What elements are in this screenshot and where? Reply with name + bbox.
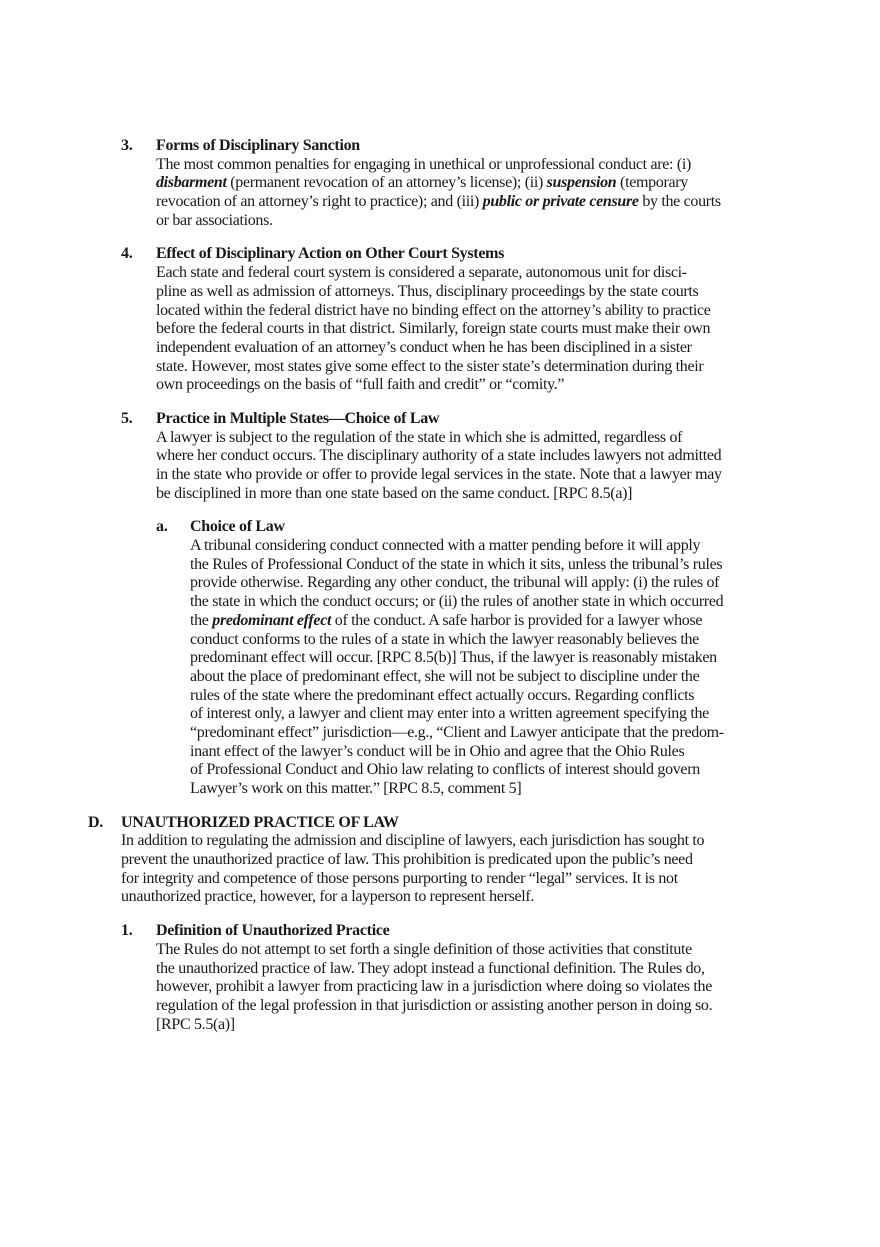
section-body: [156, 941, 880, 1034]
text-line: state. However, most states give some effect to the sister state’s determination during their: [156, 357, 704, 375]
text-line: [190, 612, 880, 631]
emphasized-term: predominant effect: [212, 611, 332, 629]
text-line: the state in which the conduct occurs; or (ii) the rules of another state in which occurred: [190, 593, 724, 611]
section-1-definition: [0, 922, 880, 1034]
text-line: however, prohibit a lawyer from practicing law in a jurisdiction where doing so violates the: [156, 978, 712, 996]
text-line: prevent the unauthorized practice of law. This prohibition is predicated upon the public’s need: [121, 851, 693, 869]
text-line: inant effect of the lawyer’s conduct will be in Ohio and agree that the Ohio Rules: [190, 742, 685, 760]
section-heading: [0, 410, 880, 429]
text-line: [156, 174, 880, 193]
text-segment: by the courts: [638, 193, 721, 211]
section-number: 1.: [121, 922, 133, 940]
text-line: The most common penalties for engaging in unethical or unprofessional conduct are: (i): [156, 155, 691, 173]
text-line: A lawyer is subject to the regulation of the state in which she is admitted, regardless of: [156, 428, 683, 446]
section-number: 5.: [121, 409, 133, 427]
section-number: 3.: [121, 137, 133, 154]
text-line: [156, 193, 880, 212]
text-line: rules of the state where the predominant effect actually occurs. Regarding conflicts: [190, 686, 695, 704]
emphasized-term: public or private censure: [482, 193, 639, 211]
text-segment: the: [190, 611, 213, 629]
text-line: A tribunal considering conduct connected with a matter pending before it will apply: [190, 537, 701, 555]
section-title: Forms of Disciplinary Sanction: [156, 137, 360, 154]
text-line: where her conduct occurs. The disciplinary authority of a state includes lawyers not admitted: [156, 447, 722, 465]
text-line: pline as well as admission of attorneys. Thus, disciplinary proceedings by the state courts: [156, 282, 699, 300]
section-title: Practice in Multiple States—Choice of Law: [156, 409, 440, 427]
section-3-forms-of-sanction: [0, 137, 880, 230]
section-title: Effect of Disciplinary Action on Other Court Systems: [156, 245, 505, 263]
text-line: in the state who provide or offer to provide legal services in the state. Note that a lawyer may: [156, 466, 722, 483]
section-number: D.: [88, 813, 103, 831]
section-title: Definition of Unauthorized Practice: [156, 922, 390, 940]
section-heading: [0, 245, 880, 264]
section-body: [121, 832, 880, 907]
document-page: [0, 137, 880, 1049]
text-line: “predominant effect” jurisdiction—e.g., “Client and Lawyer anticipate that the predom-: [190, 723, 724, 741]
text-line: independent evaluation of an attorney’s conduct when he has been disciplined in a sister: [156, 338, 692, 356]
text-line: The Rules do not attempt to set forth a single definition of those activities that constitute: [156, 940, 692, 958]
subsection-a-choice-of-law: [0, 518, 880, 798]
section-body: [156, 429, 880, 504]
text-line: of interest only, a lawyer and client may enter into a written agreement specifying the: [190, 705, 709, 723]
section-number: a.: [156, 518, 168, 536]
section-body: [156, 264, 880, 395]
text-line: provide otherwise. Regarding any other conduct, the tribunal will apply: (i) the rules of: [190, 574, 720, 592]
section-body: [156, 156, 880, 231]
text-segment: revocation of an attorney’s right to practice); and (iii): [156, 193, 483, 211]
section-title: Choice of Law: [190, 518, 285, 536]
text-line: conduct conforms to the rules of a state in which the lawyer reasonably believes the: [190, 630, 699, 648]
text-line: unauthorized practice, however, for a layperson to represent herself.: [121, 888, 535, 906]
text-line: Each state and federal court system is considered a separate, autonomous unit for disci-: [156, 264, 687, 282]
text-line: predominant effect will occur. [RPC 8.5(b)] Thus, if the lawyer is reasonably mistaken: [190, 649, 717, 667]
text-line: about the place of predominant effect, she will not be subject to discipline under the: [190, 667, 700, 685]
section-5-multiple-states: [0, 410, 880, 503]
text-line: of Professional Conduct and Ohio law relating to conflicts of interest should govern: [190, 761, 700, 779]
section-body: [190, 537, 880, 799]
text-segment: of the conduct. A safe harbor is provided for a lawyer whose: [331, 611, 703, 629]
section-heading: [0, 922, 880, 941]
section-heading: [0, 518, 880, 537]
text-segment: (permanent revocation of an attorney’s license); (ii): [226, 174, 547, 192]
text-line: before the federal courts in that district. Similarly, foreign state courts must make their own: [156, 320, 711, 338]
text-line: own proceedings on the basis of “full faith and credit” or “comity.”: [156, 376, 565, 394]
section-number: 4.: [121, 245, 133, 263]
text-line: the unauthorized practice of law. They adopt instead a functional definition. The Rules do,: [156, 959, 705, 977]
text-line: be disciplined in more than one state based on the same conduct. [RPC 8.5(a)]: [156, 484, 633, 502]
emphasized-term: disbarment: [156, 174, 227, 192]
text-line: for integrity and competence of those persons purporting to render “legal” services. It is not: [121, 869, 678, 887]
text-line: Lawyer’s work on this matter.” [RPC 8.5, comment 5]: [190, 780, 522, 797]
section-heading: [0, 814, 880, 833]
text-line: the Rules of Professional Conduct of the state in which it sits, unless the tribunal’s rules: [190, 555, 723, 573]
text-line: or bar associations.: [156, 211, 273, 229]
emphasized-term: suspension: [546, 174, 617, 192]
section-heading: [0, 137, 880, 156]
section-d-unauthorized-practice: [0, 814, 880, 907]
text-line: regulation of the legal profession in that jurisdiction or assisting another person in doing so.: [156, 996, 713, 1014]
section-title: UNAUTHORIZED PRACTICE OF LAW: [121, 813, 399, 831]
text-line: [RPC 5.5(a)]: [156, 1015, 235, 1033]
section-4-effect-on-other-courts: [0, 245, 880, 395]
text-segment: (temporary: [616, 174, 688, 192]
text-line: located within the federal district have no binding effect on the attorney’s ability to practice: [156, 301, 711, 319]
text-line: In addition to regulating the admission and discipline of lawyers, each jurisdiction has sought to: [121, 832, 705, 850]
